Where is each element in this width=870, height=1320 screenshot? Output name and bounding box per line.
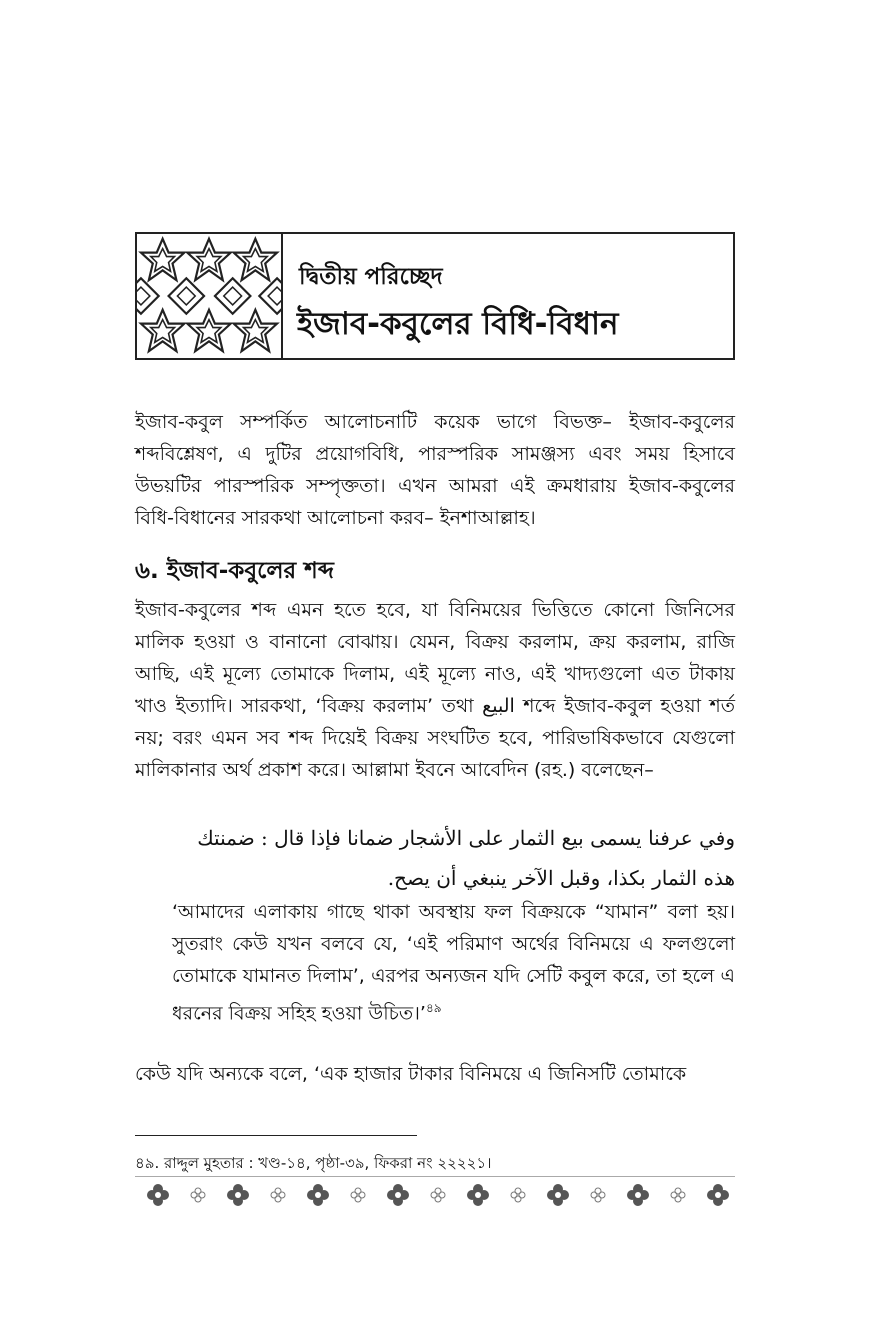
section-heading: ৬. ইজাব-কবুলের শব্দ: [135, 558, 334, 584]
footnote-divider: [135, 1135, 417, 1136]
arabic-quote: وفي عرفنا يسمى بيع الثمار على الأشجار ضمانا فإذا قال : ضمنتك هذه الثمار بكذا، وقبل الآخر ينبغي أن يصح.: [197, 826, 735, 890]
translated-quote: [172, 896, 735, 1029]
flower-border-icon: [128, 1180, 738, 1210]
chapter-title: ইজাব-কবুলের বিধি-বিধান: [297, 306, 619, 342]
chapter-header-box: [135, 232, 735, 360]
geometric-ornament-icon: [137, 234, 283, 358]
chapter-subtitle: দ্বিতীয় পরিচ্ছেদ: [299, 264, 443, 290]
section-paragraph: ইজাব-কবুলের শব্দ এমন হতে হবে, যা বিনিময়ের ভিত্তিতে কোনো জিনিসের মালিক হওয়া ও বানানো বোঝায়। যেমন, বিক্রয় করলাম, ক্রয় করলাম, রাজি আছি, এই মূল্যে তোমাকে দিলাম, এই মূল্যে নাও, এই খাদ্যগুলো এত টাকায় খাও ইত্যাদি। সারকথা, ‘বিক্রয় করলাম’ তথা البيع শব্দে ইজাব-কবুল হওয়া শর্ত নয়; বরং এমন সব শব্দ দিয়েই বিক্রয় সংঘটিত হবে, পারিভাষিকভাবে যেগুলো মালিকানার অর্থ প্রকাশ করে। আল্লামা ইবনে আবেদিন (রহ.) বলেছেন–: [135, 599, 736, 781]
footnote: ৪৯. রাদ্দুল মুহতার : খণ্ড-১৪, পৃষ্ঠা-৩৯, ফিকরা নং ২২২২১।: [135, 1154, 492, 1172]
quote-text: ‘আমাদের এলাকায় গাছে থাকা অবস্থায় ফল বিক্রয়কে “যামান” বলা হয়। সুতরাং কেউ যখন বলবে যে, ‘এই পরিমাণ অর্থের বিনিময়ে এ ফলগুলো তোমাকে যামানত দিলাম’, এরপর অন্যজন যদি সেটি কবুল করে, তা হলে এ ধরনের বিক্রয় সহিহ হওয়া উচিত।’: [172, 901, 735, 1025]
closing-paragraph: কেউ যদি অন্যকে বলে, ‘এক হাজার টাকার বিনিময়ে এ জিনিসটি তোমাকে: [135, 1063, 687, 1085]
intro-paragraph: ইজাব-কবুল সম্পর্কিত আলোচনাটি কয়েক ভাগে বিভক্ত– ইজাব-কবুলের শব্দবিশ্লেষণ, এ দুটির প্রয়োগবিধি, পারস্পরিক সামঞ্জস্য এবং সময় হিসাবে উভয়টির পারস্পরিক সম্পৃক্ততা। এখন আমরা এই ক্রমধারায় ইজাব-কবুলের বিধি-বিধানের সারকথা আলোচনা করব– ইনশাআল্লাহ।: [135, 411, 735, 529]
page-border-line: [135, 1176, 735, 1177]
footnote-reference: ৪৯: [425, 1001, 442, 1015]
